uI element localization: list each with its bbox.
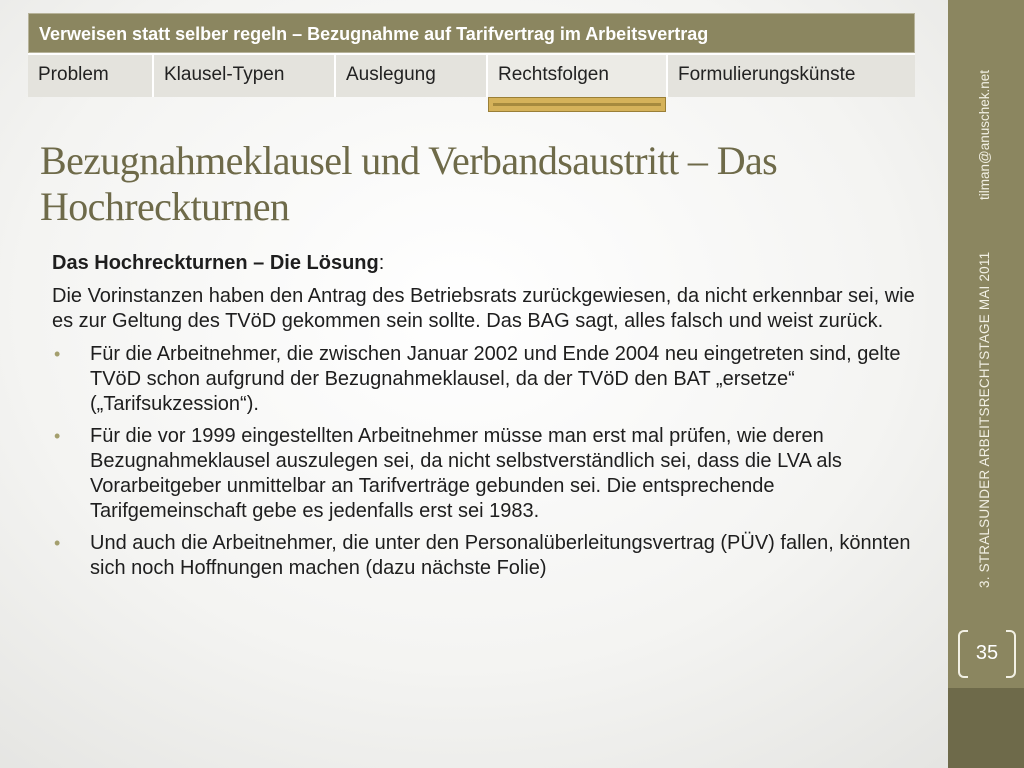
bullet-icon: • — [54, 426, 61, 446]
nav-tab-row — [28, 53, 915, 97]
subheading-text: Das Hochreckturnen – Die Lösung — [52, 252, 379, 274]
list-item — [52, 342, 922, 417]
tab-formulierungskuenste[interactable]: Formulierungskünste — [668, 55, 915, 97]
subheading-colon: : — [378, 252, 385, 274]
tab-klausel-typen[interactable]: Klausel-Typen — [154, 55, 336, 97]
author-email: tilman@anuschek.net — [977, 69, 992, 200]
nav-header-title: Verweisen statt selber regeln – Bezugnahme auf Tarifvertrag im Arbeitsvertrag — [28, 13, 915, 53]
tab-auslegung[interactable]: Auslegung — [336, 55, 488, 97]
bullet-icon: • — [54, 344, 61, 364]
subheading — [52, 251, 922, 276]
bullet-text: Und auch die Arbeitnehmer, die unter den Personalüberleitungsvertrag (PÜV) fallen, könnten sich noch Hoffnungen machen (dazu nächste Folie) — [90, 532, 911, 579]
tab-rechtsfolgen[interactable]: Rechtsfolgen — [488, 55, 668, 97]
active-tab-marker — [488, 97, 666, 112]
bullet-text: Für die Arbeitnehmer, die zwischen Januar 2002 und Ende 2004 neu eingetreten sind, gelte TVöD schon aufgrund der Bezugnahmeklausel, da der TVöD den BAT „ersetze“ („Tarifsukzession“). — [90, 343, 901, 415]
list-item — [52, 424, 922, 524]
page-number-box — [958, 630, 1016, 680]
bullet-icon: • — [54, 533, 61, 553]
bullet-list — [52, 342, 922, 581]
tab-problem[interactable]: Problem — [28, 55, 154, 97]
sidebar-footer-band — [948, 688, 1024, 768]
conference-label: 3. STRALSUNDER ARBEITSRECHTSTAGE MAI 2011 — [977, 251, 992, 588]
slide-body — [52, 251, 922, 588]
page-number: 35 — [975, 642, 999, 664]
intro-paragraph: Die Vorinstanzen haben den Antrag des Betriebsrats zurückgewiesen, da nicht erkennbar sei, wie es zur Geltung des TVöD gekommen sein sollte. Das BAG sagt, alles falsch und weist zurück. — [52, 285, 915, 332]
slide-title: Bezugnahmeklausel und Verbandsaustritt – Das Hochreckturnen — [40, 138, 778, 229]
list-item — [52, 531, 922, 581]
bullet-text: Für die vor 1999 eingestellten Arbeitnehmer müsse man erst mal prüfen, wie deren Bezugnahmeklausel auszulegen sei, da nicht selbstverständlich sei, dass die LVA als Vorarbeitgeber unmittelbar an Tarifverträge gebunden sei. Die entsprechende Tarifgemeinschaft gebe es jedenfalls erst sei 1983. — [90, 425, 842, 522]
section-navigation — [28, 13, 915, 97]
